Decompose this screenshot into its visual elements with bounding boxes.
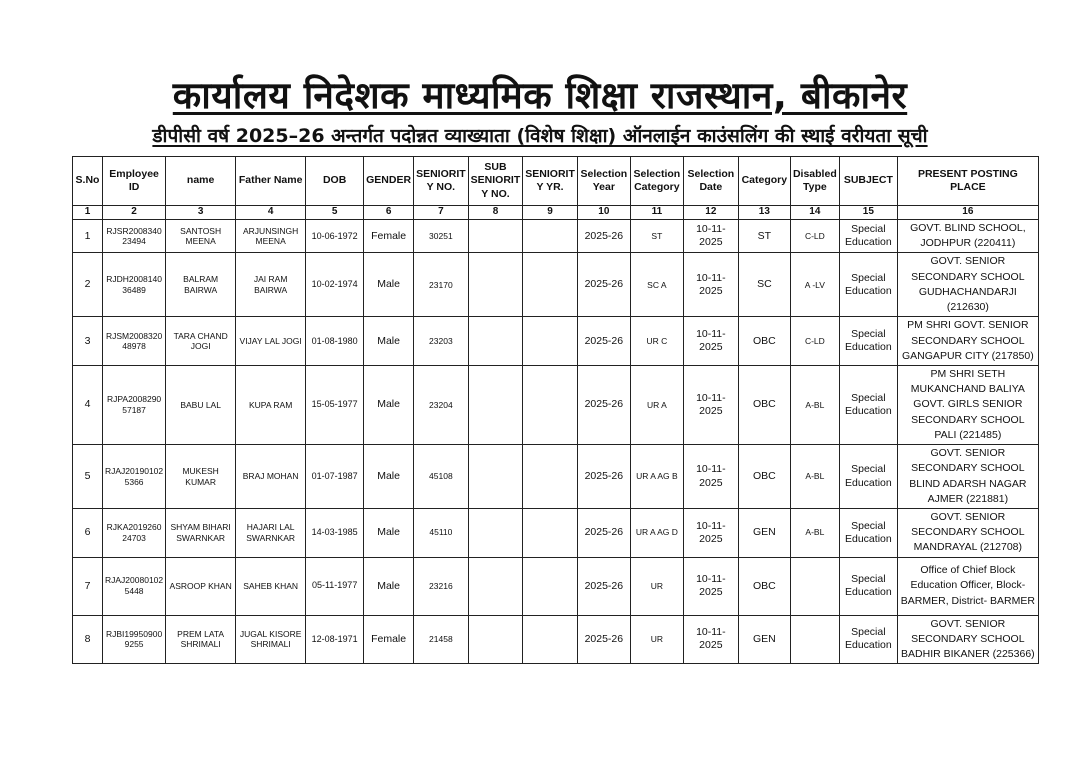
father-name-cell: SAHEB KHAN	[236, 557, 306, 615]
seniority-yr-cell	[523, 220, 578, 253]
name-cell: TARA CHAND JOGI	[166, 317, 236, 366]
column-number: 2	[103, 206, 166, 220]
column-header: Disabled Type	[790, 157, 839, 206]
column-header: SENIORIT Y NO.	[414, 157, 469, 206]
disabled-type-cell	[790, 557, 839, 615]
dob-cell: 10-02-1974	[306, 253, 364, 317]
selection-category-cell: ST	[630, 220, 683, 253]
column-number-row	[73, 206, 1039, 220]
seniority-no-cell: 21458	[414, 615, 469, 664]
selection-category-cell: UR A AG B	[630, 445, 683, 509]
gender-cell: Female	[364, 220, 414, 253]
column-header: SENIORIT Y YR.	[523, 157, 578, 206]
selection-category-cell: UR	[630, 557, 683, 615]
subject-cell: Special Education	[839, 317, 897, 366]
column-header: Father Name	[236, 157, 306, 206]
dob-cell: 05-11-1977	[306, 557, 364, 615]
selection-date-cell: 10-11-2025	[683, 445, 738, 509]
subject-cell: Special Education	[839, 508, 897, 557]
seniority-no-cell: 23204	[414, 365, 469, 444]
column-header: SUB SENIORIT Y NO.	[468, 157, 523, 206]
seniority-yr-cell	[523, 508, 578, 557]
category-cell: OBC	[738, 445, 790, 509]
column-header: GENDER	[364, 157, 414, 206]
selection-category-cell: UR C	[630, 317, 683, 366]
selection-year-cell: 2025-26	[577, 317, 630, 366]
gender-cell: Female	[364, 615, 414, 664]
sub-seniority-no-cell	[468, 317, 523, 366]
seniority-no-cell: 45108	[414, 445, 469, 509]
column-header: Employee ID	[103, 157, 166, 206]
column-number: 9	[523, 206, 578, 220]
column-number: 1	[73, 206, 103, 220]
column-number: 10	[577, 206, 630, 220]
seniority-no-cell: 45110	[414, 508, 469, 557]
selection-category-cell: UR A AG D	[630, 508, 683, 557]
posting-place-cell: GOVT. SENIOR SECONDARY SCHOOL MANDRAYAL (212708)	[897, 508, 1038, 557]
employee-id-cell: RJBI19950900 9255	[103, 615, 166, 664]
name-cell: PREM LATA SHRIMALI	[166, 615, 236, 664]
serial-number-cell: 1	[73, 220, 103, 253]
dob-cell: 12-08-1971	[306, 615, 364, 664]
father-name-cell: JUGAL KISORE SHRIMALI	[236, 615, 306, 664]
seniority-table	[72, 156, 1039, 664]
selection-date-cell: 10-11-2025	[683, 253, 738, 317]
column-header: name	[166, 157, 236, 206]
table-row	[73, 253, 1039, 317]
sub-seniority-no-cell	[468, 615, 523, 664]
column-number: 15	[839, 206, 897, 220]
selection-year-cell: 2025-26	[577, 220, 630, 253]
serial-number-cell: 3	[73, 317, 103, 366]
category-cell: GEN	[738, 508, 790, 557]
seniority-yr-cell	[523, 615, 578, 664]
serial-number-cell: 8	[73, 615, 103, 664]
sub-seniority-no-cell	[468, 253, 523, 317]
column-header: DOB	[306, 157, 364, 206]
selection-year-cell: 2025-26	[577, 445, 630, 509]
disabled-type-cell: A-BL	[790, 508, 839, 557]
category-cell: SC	[738, 253, 790, 317]
subject-cell: Special Education	[839, 253, 897, 317]
column-number: 7	[414, 206, 469, 220]
header-row	[73, 157, 1039, 206]
dob-cell: 01-07-1987	[306, 445, 364, 509]
selection-category-cell: UR A	[630, 365, 683, 444]
disabled-type-cell	[790, 615, 839, 664]
serial-number-cell: 2	[73, 253, 103, 317]
disabled-type-cell: A-BL	[790, 445, 839, 509]
table-row	[73, 615, 1039, 664]
serial-number-cell: 7	[73, 557, 103, 615]
sub-seniority-no-cell	[468, 508, 523, 557]
page-subtitle: डीपीसी वर्ष 2025–26 अन्तर्गत पदोन्नत व्याख्याता (विशेष शिक्षा) ऑनलाईन काउंसलिंग की स्थाई वरीयता सूची	[152, 125, 928, 147]
sub-seniority-no-cell	[468, 445, 523, 509]
employee-id-cell: RJKA2019260 24703	[103, 508, 166, 557]
column-number: 14	[790, 206, 839, 220]
dob-cell: 15-05-1977	[306, 365, 364, 444]
column-header: S.No	[73, 157, 103, 206]
gender-cell: Male	[364, 445, 414, 509]
category-cell: GEN	[738, 615, 790, 664]
column-number: 16	[897, 206, 1038, 220]
category-cell: OBC	[738, 557, 790, 615]
employee-id-cell: RJSM2008320 48978	[103, 317, 166, 366]
father-name-cell: VIJAY LAL JOGI	[236, 317, 306, 366]
selection-year-cell: 2025-26	[577, 615, 630, 664]
seniority-no-cell: 23216	[414, 557, 469, 615]
selection-date-cell: 10-11-2025	[683, 557, 738, 615]
serial-number-cell: 4	[73, 365, 103, 444]
seniority-yr-cell	[523, 445, 578, 509]
column-header: Selection Date	[683, 157, 738, 206]
category-cell: ST	[738, 220, 790, 253]
father-name-cell: JAI RAM BAIRWA	[236, 253, 306, 317]
employee-id-cell: RJAJ20190102 5366	[103, 445, 166, 509]
sub-seniority-no-cell	[468, 220, 523, 253]
sub-seniority-no-cell	[468, 365, 523, 444]
selection-date-cell: 10-11-2025	[683, 365, 738, 444]
seniority-no-cell: 30251	[414, 220, 469, 253]
selection-date-cell: 10-11-2025	[683, 508, 738, 557]
sub-seniority-no-cell	[468, 557, 523, 615]
seniority-yr-cell	[523, 557, 578, 615]
posting-place-cell: GOVT. SENIOR SECONDARY SCHOOL GUDHACHANDARJI (212630)	[897, 253, 1038, 317]
subject-cell: Special Education	[839, 557, 897, 615]
name-cell: SANTOSH MEENA	[166, 220, 236, 253]
column-header: Selection Year	[577, 157, 630, 206]
gender-cell: Male	[364, 557, 414, 615]
selection-year-cell: 2025-26	[577, 253, 630, 317]
column-number: 3	[166, 206, 236, 220]
column-number: 5	[306, 206, 364, 220]
posting-place-cell: PM SHRI SETH MUKANCHAND BALIYA GOVT. GIRLS SENIOR SECONDARY SCHOOL PALI (221485)	[897, 365, 1038, 444]
father-name-cell: BRAJ MOHAN	[236, 445, 306, 509]
subject-cell: Special Education	[839, 365, 897, 444]
selection-year-cell: 2025-26	[577, 557, 630, 615]
column-header: Selection Category	[630, 157, 683, 206]
posting-place-cell: GOVT. SENIOR SECONDARY SCHOOL BADHIR BIKANER (225366)	[897, 615, 1038, 664]
dob-cell: 10-06-1972	[306, 220, 364, 253]
column-header: Category	[738, 157, 790, 206]
selection-category-cell: UR	[630, 615, 683, 664]
seniority-yr-cell	[523, 253, 578, 317]
employee-id-cell: RJSR2008340 23494	[103, 220, 166, 253]
name-cell: ASROOP KHAN	[166, 557, 236, 615]
disabled-type-cell: C-LD	[790, 317, 839, 366]
gender-cell: Male	[364, 365, 414, 444]
column-number: 8	[468, 206, 523, 220]
page-title: कार्यालय निदेशक माध्यमिक शिक्षा राजस्थान, बीकानेर	[172, 74, 908, 117]
table-body	[73, 220, 1039, 664]
seniority-no-cell: 23170	[414, 253, 469, 317]
gender-cell: Male	[364, 317, 414, 366]
name-cell: BABU LAL	[166, 365, 236, 444]
father-name-cell: KUPA RAM	[236, 365, 306, 444]
disabled-type-cell: C-LD	[790, 220, 839, 253]
category-cell: OBC	[738, 365, 790, 444]
name-cell: BALRAM BAIRWA	[166, 253, 236, 317]
seniority-yr-cell	[523, 365, 578, 444]
disabled-type-cell: A-BL	[790, 365, 839, 444]
table-row	[73, 557, 1039, 615]
selection-year-cell: 2025-26	[577, 508, 630, 557]
table-row	[73, 317, 1039, 366]
dob-cell: 01-08-1980	[306, 317, 364, 366]
selection-category-cell: SC A	[630, 253, 683, 317]
posting-place-cell: GOVT. SENIOR SECONDARY SCHOOL BLIND ADARSH NAGAR AJMER (221881)	[897, 445, 1038, 509]
father-name-cell: ARJUNSINGH MEENA	[236, 220, 306, 253]
dob-cell: 14-03-1985	[306, 508, 364, 557]
gender-cell: Male	[364, 508, 414, 557]
table-row	[73, 220, 1039, 253]
column-number: 12	[683, 206, 738, 220]
serial-number-cell: 6	[73, 508, 103, 557]
subject-cell: Special Education	[839, 615, 897, 664]
column-number: 4	[236, 206, 306, 220]
employee-id-cell: RJDH2008140 36489	[103, 253, 166, 317]
posting-place-cell: GOVT. BLIND SCHOOL, JODHPUR (220411)	[897, 220, 1038, 253]
column-number: 11	[630, 206, 683, 220]
selection-date-cell: 10-11-2025	[683, 317, 738, 366]
column-header: SUBJECT	[839, 157, 897, 206]
serial-number-cell: 5	[73, 445, 103, 509]
subject-cell: Special Education	[839, 445, 897, 509]
posting-place-cell: PM SHRI GOVT. SENIOR SECONDARY SCHOOL GANGAPUR CITY (217850)	[897, 317, 1038, 366]
employee-id-cell: RJPA2008290 57187	[103, 365, 166, 444]
selection-date-cell: 10-11-2025	[683, 220, 738, 253]
employee-id-cell: RJAJ20080102 5448	[103, 557, 166, 615]
table-row	[73, 508, 1039, 557]
seniority-yr-cell	[523, 317, 578, 366]
subject-cell: Special Education	[839, 220, 897, 253]
father-name-cell: HAJARI LAL SWARNKAR	[236, 508, 306, 557]
seniority-no-cell: 23203	[414, 317, 469, 366]
category-cell: OBC	[738, 317, 790, 366]
column-number: 13	[738, 206, 790, 220]
selection-year-cell: 2025-26	[577, 365, 630, 444]
name-cell: MUKESH KUMAR	[166, 445, 236, 509]
column-number: 6	[364, 206, 414, 220]
column-header: PRESENT POSTING PLACE	[897, 157, 1038, 206]
posting-place-cell: Office of Chief Block Education Officer, Block- BARMER, District- BARMER	[897, 557, 1038, 615]
table-row	[73, 365, 1039, 444]
table-row	[73, 445, 1039, 509]
selection-date-cell: 10-11-2025	[683, 615, 738, 664]
gender-cell: Male	[364, 253, 414, 317]
disabled-type-cell: A -LV	[790, 253, 839, 317]
name-cell: SHYAM BIHARI SWARNKAR	[166, 508, 236, 557]
